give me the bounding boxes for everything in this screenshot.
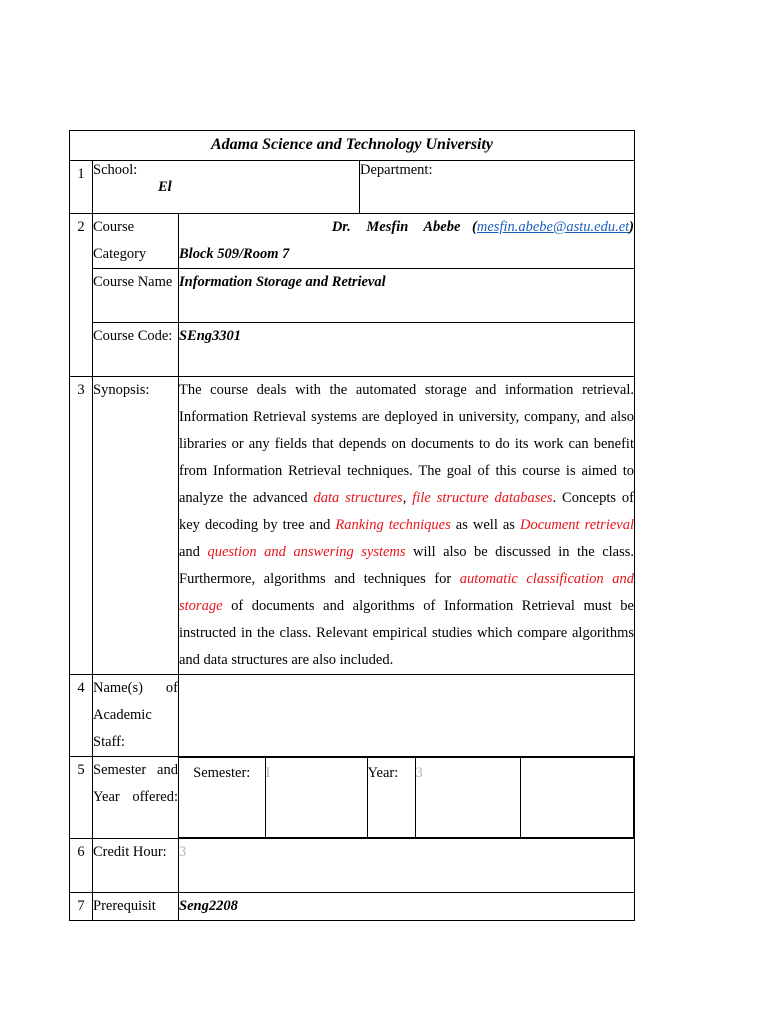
synopsis-highlight: automatic classification and storage [179, 571, 634, 614]
instructor-line [179, 214, 634, 241]
school-label: School: [93, 162, 138, 178]
synopsis-text [179, 377, 635, 675]
empty-cell [520, 758, 634, 838]
row-synopsis [70, 377, 635, 675]
academic-staff-label: Name(s) of Academic Staff: [93, 675, 179, 757]
instructor-name: Dr. Mesfin Abebe [331, 219, 461, 235]
course-code-label: Course Code: [93, 323, 179, 377]
title-row [70, 131, 635, 161]
instructor-email-link[interactable]: mesfin.abebe@astu.edu.et [476, 219, 630, 235]
row-number: 6 [70, 839, 93, 893]
credit-hour-value: 3 [179, 839, 635, 893]
synopsis-part: . Concepts of key decoding by tree and [179, 490, 634, 533]
synopsis-highlight: data structures [313, 490, 403, 506]
row-number: 1 [70, 161, 93, 214]
synopsis-highlight: question and answering systems [207, 544, 406, 560]
row-number: 2 [70, 214, 93, 377]
row-course-category [70, 214, 635, 269]
synopsis-part: and [179, 544, 208, 560]
semester-value: I [265, 758, 367, 838]
department-cell [360, 161, 635, 214]
synopsis-part: of documents and algorithms of Information Retrieval must be instructed in the class. Relevant empirical studies which compare algorithms and data structures are also included. [179, 598, 634, 668]
synopsis-part: The course deals with the automated storage and information retrieval. Information Retrieval systems are deployed in university, company, and also libraries or any fields that depends on documents to do its work can benefit from Information Retrieval techniques. The goal of this course is aimed to analyze the advanced [179, 382, 634, 506]
academic-staff-value [179, 675, 635, 757]
synopsis-part: will also be discussed in the class. Furthermore, algorithms and techniques for [179, 544, 635, 587]
prerequisite-value: Seng2208 [179, 893, 635, 921]
row-academic-staff [70, 675, 635, 757]
year-value: 3 [415, 758, 520, 838]
semester-year-label: Semester and Year offered: [93, 757, 179, 839]
office-location: Block 509/Room 7 [179, 246, 290, 262]
university-title: Adama Science and Technology University [70, 131, 635, 161]
semester-label: Semester: [179, 758, 265, 838]
school-value: El [158, 179, 172, 195]
synopsis-highlight: file structure databases [412, 490, 553, 506]
course-category-label: Course Category [93, 214, 179, 269]
credit-hour-label: Credit Hour: [93, 839, 179, 893]
department-label: Department: [360, 162, 433, 178]
semester-year-grid [179, 757, 634, 838]
email-close: ) [629, 219, 634, 235]
course-outline-table [69, 130, 635, 921]
row-semester-year [70, 757, 635, 839]
row-course-name [70, 269, 635, 323]
synopsis-label: Synopsis: [93, 377, 179, 675]
row-number: 3 [70, 377, 93, 675]
course-code-value: SEng3301 [179, 323, 635, 377]
row-number: 5 [70, 757, 93, 839]
course-category-value [179, 214, 635, 269]
row-credit-hour [70, 839, 635, 893]
synopsis-part: as well as [450, 517, 520, 533]
course-name-value: Information Storage and Retrieval [179, 269, 635, 323]
year-label: Year: [367, 758, 415, 838]
prerequisite-label: Prerequisit [93, 893, 179, 921]
synopsis-part: , [402, 490, 413, 506]
email-open: ( [472, 219, 477, 235]
semester-year-value [179, 757, 635, 839]
synopsis-highlight: Ranking techniques [335, 517, 451, 533]
course-outline-form [69, 130, 634, 921]
row-course-code [70, 323, 635, 377]
row-number: 7 [70, 893, 93, 921]
row-number: 4 [70, 675, 93, 757]
row-prerequisite [70, 893, 635, 921]
course-name-label: Course Name [93, 269, 179, 323]
school-cell [93, 161, 360, 214]
synopsis-highlight: Document retrieval [519, 517, 634, 533]
row-school [70, 161, 635, 214]
